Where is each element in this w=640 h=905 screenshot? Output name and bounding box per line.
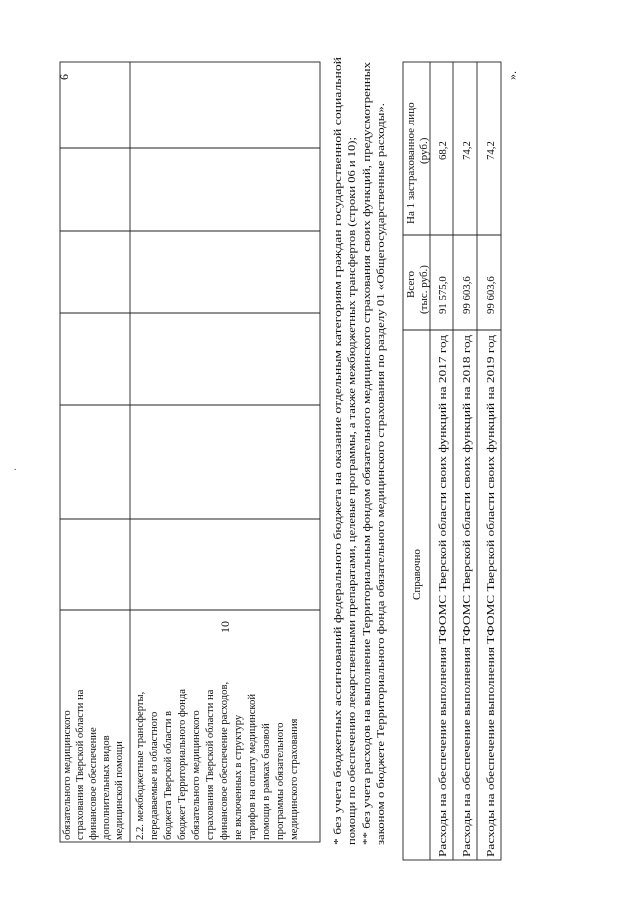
row2-line: 2.2. межбюджетные трансферты, bbox=[135, 691, 146, 840]
row1-line: финансовое обеспечение bbox=[88, 727, 99, 840]
table-row bbox=[437, 141, 449, 857]
margin-mark: . bbox=[14, 462, 17, 472]
row-per-person: 68,2 bbox=[437, 141, 449, 160]
row2-line: бюджета Тверской области в bbox=[163, 710, 174, 840]
row2-line: не включенных в структуру bbox=[233, 714, 244, 840]
row2-line: передаваемые из областного bbox=[149, 711, 160, 840]
row-per-person: 74,2 bbox=[461, 141, 473, 160]
row2-line: медицинского страхования bbox=[289, 718, 300, 840]
row-total: 99 603,6 bbox=[485, 276, 497, 314]
table-row bbox=[485, 141, 497, 857]
row2-line: обязательного медицинского bbox=[191, 710, 202, 840]
row1-line: страхования Тверской области на bbox=[75, 689, 86, 840]
closing-mark: ». bbox=[505, 71, 519, 80]
row-label: Расходы на обеспечение выполнения ТФОМС Тверской области своих функций на 2018 год bbox=[461, 433, 473, 857]
table-row bbox=[461, 141, 473, 857]
header-per-person: На 1 застрахованное лицо bbox=[405, 102, 417, 224]
row1-line: дополнительных видов bbox=[101, 735, 112, 840]
row2-line: программы обязательного bbox=[275, 722, 286, 840]
footnote-line: законом о бюджете Территориального фонда обязательного медицинского страхования по разделу 01 «Общегосударственные расходы». bbox=[376, 247, 387, 845]
row2-line: помощи в рамках базовой bbox=[261, 723, 272, 840]
row-per-person: 74,2 bbox=[485, 141, 497, 160]
row1-line: медицинской помощи bbox=[114, 741, 125, 840]
row2-line: страхования Тверской области на bbox=[205, 689, 216, 840]
row2-line: финансовое обеспечение расходов, bbox=[219, 681, 230, 840]
row-total: 91 575,0 bbox=[437, 276, 449, 314]
page-number: 6 bbox=[57, 74, 71, 80]
row2-line: бюджет Территориального фонда bbox=[177, 689, 188, 840]
row2-line: тарифов на оплату медицинской bbox=[247, 694, 258, 840]
header-per-person-unit: (руб.) bbox=[418, 137, 430, 164]
footnote-line: ** без учета расходов на выполнение Территориальным фондом обязательного медицинского страхования своих функций, предусмотренных bbox=[362, 224, 373, 845]
row-total: 99 603,6 bbox=[461, 276, 473, 314]
row2-code: 10 bbox=[218, 621, 232, 633]
header-label: Справочно bbox=[411, 549, 423, 600]
row-label: Расходы на обеспечение выполнения ТФОМС Тверской области своих функций на 2019 год bbox=[485, 433, 497, 857]
header-total: Всего bbox=[405, 271, 417, 298]
header-total-unit: (тыс. руб.) bbox=[418, 265, 430, 314]
row-label: Расходы на обеспечение выполнения ТФОМС Тверской области своих функций на 2017 год bbox=[437, 433, 449, 857]
footnote-line: помощи по обеспечению лекарственными препаратами, целевые программы, а также межбюджетных трансфертов (строки 06 и 10); bbox=[347, 264, 358, 845]
row1-line: обязательного медицинского bbox=[62, 710, 73, 840]
footnote-line: * без учета бюджетных ассигнований федерального бюджета на оказание отдельным категориям граждан государственной социальной bbox=[333, 251, 344, 845]
